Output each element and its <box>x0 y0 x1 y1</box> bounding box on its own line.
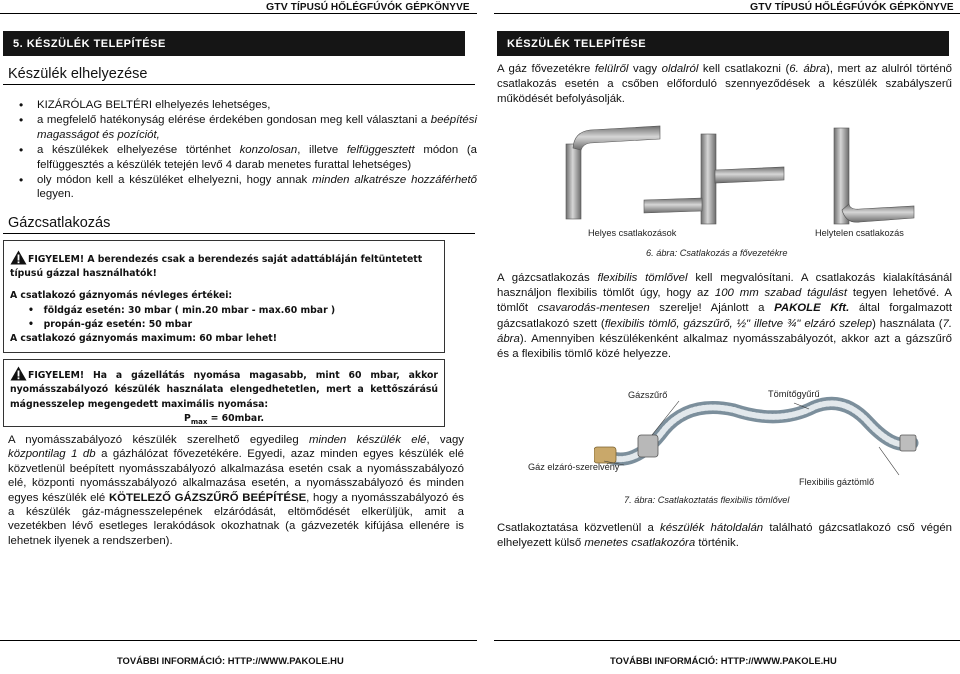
list-item: • KIZÁRÓLAG BELTÉRI elhelyezés lehetséges, <box>0 98 477 113</box>
heading-rule <box>3 84 475 85</box>
warning-icon <box>10 366 27 381</box>
header-rule <box>494 13 960 14</box>
label-gas-filter: Gázszűrő <box>628 390 668 400</box>
footer-rule <box>494 640 960 641</box>
page-header-right <box>750 1 954 13</box>
attachment-paragraph: Csatlakoztatása közvetlenül a készülék hátoldalán található gázcsatlakozó cső végén elhelyezett külső menetes csatlakozóra történik. <box>497 522 952 549</box>
warning-icon <box>10 250 27 265</box>
max-pressure-line: A csatlakozó gáznyomás maximum: 60 mbar lehet! <box>10 333 277 345</box>
footer-link[interactable]: TOVÁBBI INFORMÁCIÓ: HTTP://WWW.PAKOLE.HU <box>610 655 837 666</box>
fig6-label-incorrect: Helytelen csatlakozás <box>815 228 904 238</box>
pressure-title: A csatlakozó gáznyomás névleges értékei: <box>10 290 233 302</box>
connection-paragraph: A gáz fővezetékre felülről vagy oldalról kell csatlakozni (6. ábra), mert az alulról történő csatlakozás esetén a csőben előforduló szennyeződések a készülék szabályszerű működését befolyásolják. <box>497 63 952 105</box>
pipe-connection-figure <box>534 120 944 230</box>
section-bar: KÉSZÜLÉK TELEPÍTÉSE <box>497 31 949 56</box>
fig7-caption: 7. ábra: Csatlakoztatás flexibilis tömlővel <box>624 495 790 505</box>
list-item: • propán-gáz esetén: 50 mbar <box>28 318 193 330</box>
section-bar: 5. KÉSZÜLÉK TELEPÍTÉSE <box>3 31 465 56</box>
regulator-paragraph: A nyomásszabályozó készülék szerelhető egyedileg minden készülék elé, vagy központilag 1 db a gázhálózat fővezetékére. Egyedi, azaz minden egyes készülék elé közvetlenül beépített nyomásszabályozó alkalmazása esetén csak a nyomásszabályozó elé, központi nyomásszabályozó alkalmazása esetén, a nyomásszabályozó és minden egyes készülék elé KÖTELEZŐ GÁZSZŰRŐ BEÉPÍTÉSE, hogy a nyomásszabályozó és a készülék gáz-mágnesszelepének elzáródását, eltömődését elkerüljük, amit a vezetékben lévő esetleges lerakódások okozhatnak (a gázvezeték kifújása ellenére is lehetnek ilyenek a rendszerben). <box>8 434 465 547</box>
warning-box-pressure: FIGYELEM! Ha a gázellátás nyomása magasabb, mint 60 mbar, akkor nyomásszabályozó készülék használata elengedhetetlen, mert a kettőszárású mágnesszelep megengedett maximális nyomása: $P_{max}$ = 60mbar. <box>3 359 445 427</box>
footer-rule <box>0 640 477 641</box>
fig6-caption: 6. ábra: Csatlakozás a fővezetékre <box>646 248 788 258</box>
page-header-left <box>266 1 470 13</box>
warning-box-gas-type: FIGYELEM! A berendezés csak a berendezés saját adattábláján feltüntetett típusú gázzal használhatók! A csatlakozó gáznyomás névleges értékei: • földgáz esetén: 30 mbar ( min.20 mbar - max.60 mbar ) • propán-gáz esetén: 50 mbar A csatlakozó gáznyomás maximum: 60 mbar lehet! <box>3 240 445 353</box>
gas-filter <box>638 435 658 457</box>
fig6-label-correct: Helyes csatlakozások <box>588 228 677 238</box>
header-brand: GTV <box>750 1 772 13</box>
heading-gas-connection: Gázcsatlakozás <box>8 215 111 231</box>
list-item: • oly módon kell a készüléket elhelyezni, hogy annak minden alkatrésze hozzáférhető legyen. <box>0 173 477 203</box>
label-shutoff-valve: Gáz elzáró-szerelvény <box>528 462 620 472</box>
pipe-side-connection <box>644 134 784 224</box>
placement-list <box>0 98 477 202</box>
label-seal-ring: Tömítőgyűrű <box>768 389 820 399</box>
leader-line <box>879 447 899 475</box>
label-flex-hose: Flexibilis gáztömlő <box>799 477 875 487</box>
header-brand: GTV <box>266 1 288 13</box>
header-title: TÍPUSÚ HŐLÉGFÚVÓK GÉPKÖNYVE <box>290 2 470 13</box>
pipe-bottom-connection <box>834 128 914 224</box>
list-item: • földgáz esetén: 30 mbar ( min.20 mbar - max.60 mbar ) <box>28 304 336 316</box>
seal-ring <box>900 435 916 451</box>
list-item: • a készülékek elhelyezése történhet konzolosan, illetve felfüggesztett módon (a felfüggesztés a készülék tetején levő 4 darab menetes furattal lehetséges) <box>0 143 477 173</box>
shutoff-valve <box>594 447 616 463</box>
header-rule <box>0 13 477 14</box>
footer-link[interactable]: TOVÁBBI INFORMÁCIÓ: HTTP://WWW.PAKOLE.HU <box>117 655 344 666</box>
header-title: TÍPUSÚ HŐLÉGFÚVÓK GÉPKÖNYVE <box>774 2 954 13</box>
heading-rule <box>3 233 475 234</box>
heading-placement: Készülék elhelyezése <box>8 66 148 82</box>
flex-hose-figure <box>594 395 924 490</box>
list-item: • a megfelelő hatékonyság elérése érdekében gondosan meg kell választani a beépítési magasságot és pozíciót, <box>0 113 477 143</box>
hose-paragraph: A gázcsatlakozás flexibilis tömlővel kell megvalósítani. A csatlakozás kialakításánál használjon flexibilis tömlőt úgy, hogy az 100 mm szabad tágulást tegyen lehetővé. A tömlőt csavarodás-mentesen szerelje! Ajánlott a PAKOLE Kft. által forgalmazott gázcsatlakozó szett (flexibilis tömlő, gázszűrő, ½" illetve ¾" elzáró szelep) használata (7. ábra). Amennyiben készülékenként alkalmaz nyomásszabályozót, akkor azt a gázszűrő és a flexibilis tömlő közé helyezze. <box>497 272 953 361</box>
pmax-value: $P_{max}$ = 60mbar. <box>184 413 264 427</box>
